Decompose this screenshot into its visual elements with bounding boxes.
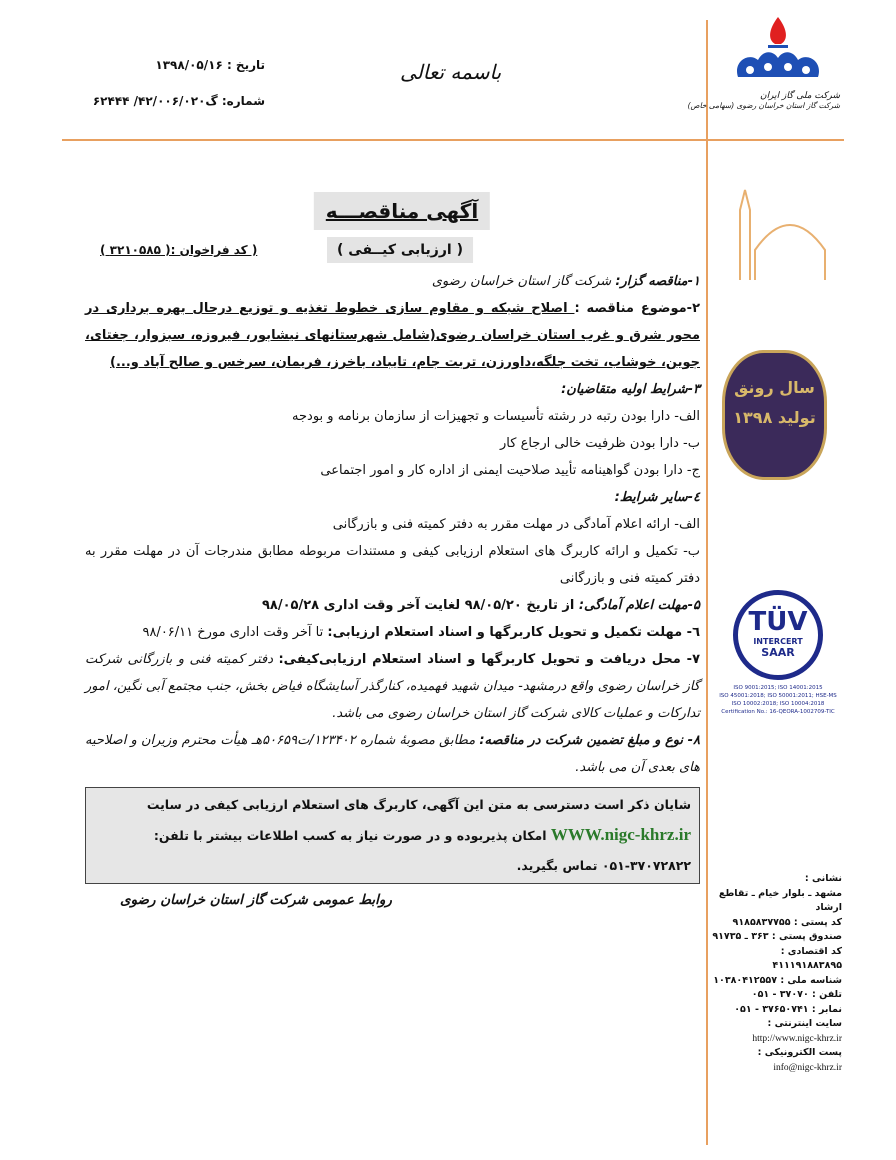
tuv-text: TÜV (748, 607, 808, 637)
item-4a: الف- ارائه اعلام آمادگی در مهلت مقرر به دفتر کمیته فنی و بازرگانی (332, 517, 700, 532)
item-4b: ب- تکمیل و ارائه کاربرگ های استعلام ارزیابی کیفی و مستندات مربوطه مطابق مندرجات آن در مهلت مقرر به دفتر کمیته فنی و بازرگانی (85, 544, 700, 586)
page-title: آگهی مناقصـــه (314, 192, 490, 230)
notice-box: شایان ذکر است دسترسی به متن این آگهی، کاربرگ های استعلام ارزیابی کیفی در سایت WWW.nigc-khrz.ir امکان پذیربوده و در صورت نیاز به کسب اطلاعات بیشتر با تلفن: ۳۷۰۷۲۸۲۲-۰۵۱ تماس بگیرید. (85, 787, 700, 884)
tuv-intercert: INTERCERT (753, 637, 803, 646)
item-3b: ب- دارا بودن ظرفیت خالی ارجاع کار (500, 436, 700, 451)
subtitle: ( ارزیابی کیــفی ) (327, 237, 473, 263)
item-5: ۵-مهلت اعلام آمادگی: از تاریخ ۹۸/۰۵/۲۰ لغایت آخر وقت اداری ۹۸/۰۵/۲۸ (261, 598, 700, 613)
tuv-saar: SAAR (761, 646, 795, 659)
sidebar-divider (706, 20, 708, 1145)
iso-line: ISO 10002:2018; ISO 10004:2018 (731, 701, 825, 707)
website-link[interactable]: khrz.ir (640, 825, 691, 844)
item-6: ٦- مهلت تکمیل و تحویل کاربرگها و اسناد استعلام ارزیابی: تا آخر وقت اداری مورخ ۹۸/۰۶/۱۱ (142, 625, 700, 640)
po-box: صندوق پستی : ۳۶۳ ـ ۹۱۷۳۵ (712, 931, 842, 942)
item-3a: الف- دارا بودن رتبه در رشته تأسیسات و تجهیزات از سازمان برنامه و بودجه (292, 409, 700, 424)
item-7: ۷- محل دریافت و تحویل کاربرگها و اسناد استعلام ارزیابی‌کیفی: دفتر کمیته فنی و بازرگانی شرکت گاز خراسان رضوی واقع درمشهد- میدان شهید فهمیده، کنارگذر آسایشگاه فیاض بخش، جنب مجتمع آبی نگین، امور تدارکات و عملیات کالای شرکت گاز استان خراسان رضوی می باشد. (85, 652, 700, 721)
logo-company1: شرکت ملی گاز ایران (760, 91, 840, 101)
shrine-outline-icon (720, 180, 840, 280)
iso-line: ISO 45001:2018; ISO 50001:2011; HSE-MS (719, 693, 837, 699)
phone: تلفن : ۳۷۰۷۰ - ۰۵۱ (751, 989, 842, 1000)
fax: نمابر : ۳۷۶۵۰۷۴۱ - ۰۵۱ (734, 1003, 842, 1015)
economic-code: کد اقتصادی : ۴۱۱۱۹۱۸۸۳۸۹۵ (772, 945, 842, 971)
tender-body (85, 268, 700, 781)
item-3: ۳-شرایط اولیه متقاضیان: (561, 382, 700, 397)
postal-code: کد پستی : ۹۱۸۵۸۳۷۷۵۵ (732, 916, 842, 928)
item-2: ۲-موضوع مناقصه : اصلاح شبکه و مقاوم سازی خطوط تغذیه و توزیع درحال بهره برداری در محور شرق و غرب استان خراسان رضوی(شامل شهرستانهای نیشابور، فیروزه، سبزوار، جغتای، جوین، خوشاب، تخت جلگه،داورزن، تربت جام، تایباد، باخرز، فریمان، سرخس و صالح آباد و...) (85, 301, 700, 370)
flame-logo-icon (728, 12, 828, 87)
email-label: پست الکترونیکی : (757, 1047, 842, 1058)
website-url[interactable]: http://www.nigc-khrz.ir (752, 1033, 842, 1044)
call-code: ( کد فراخوان :( ۳۲۱۰۵۸۵ ) (100, 243, 258, 257)
national-id: شناسه ملی : ۱۰۳۸۰۴۱۲۵۵۷ (713, 974, 842, 986)
signature: روابط عمومی شرکت گاز استان خراسان رضوی (120, 892, 392, 908)
tuv-badge (718, 590, 838, 716)
address-line: مشهد ـ بلوار خیام ـ تقاطع ارشاد (718, 887, 842, 913)
item-1: ۱-مناقصه گزار: شرکت گاز استان خراسان رضوی (431, 274, 700, 289)
item-3c: ج- دارا بودن گواهینامه تأیید صلاحیت ایمنی از اداره کار و امور اجتماعی (320, 463, 700, 478)
website-link[interactable]: WWW.nigc- (550, 825, 641, 844)
header-divider (62, 139, 844, 141)
letter-number: شماره: گ۴۲/۰۰۶/۰۲۰/ ۶۲۴۴۴ (92, 94, 265, 108)
content-column (85, 268, 700, 908)
iso-line: Certification No.: 16-QEORA-1002709-TIC (721, 709, 835, 715)
nigc-logo (687, 12, 840, 110)
letter-date: تاریخ : ۱۳۹۸/۰۵/۱۶ (155, 58, 265, 72)
logo-company2: شرکت گاز استان خراسان رضوی (سهامی خاص) (687, 101, 840, 110)
address-block (712, 872, 842, 1075)
bismillah: باسمه تعالی (400, 60, 502, 84)
item-4: ٤-سایر شرایط: (614, 490, 700, 505)
iso-line: ISO 9001:2015; ISO 14001:2015 (733, 685, 823, 691)
email-address[interactable]: info@nigc-khrz.ir (773, 1062, 842, 1073)
item-8: ۸- نوع و مبلغ تضمین شرکت در مناقصه: مطابق مصوبهٔ شماره ۱۲۳۴۰۲/ت۵۰۶۵۹هـ هیأت محترم وزیران و اصلاحیه های بعدی آن می باشد. (85, 733, 700, 775)
address-label: نشانی : (804, 873, 842, 884)
production-year-seal: سال رونق تولید ۱۳۹۸ (722, 350, 827, 480)
site-label: سایت اینترنتی : (767, 1018, 842, 1029)
